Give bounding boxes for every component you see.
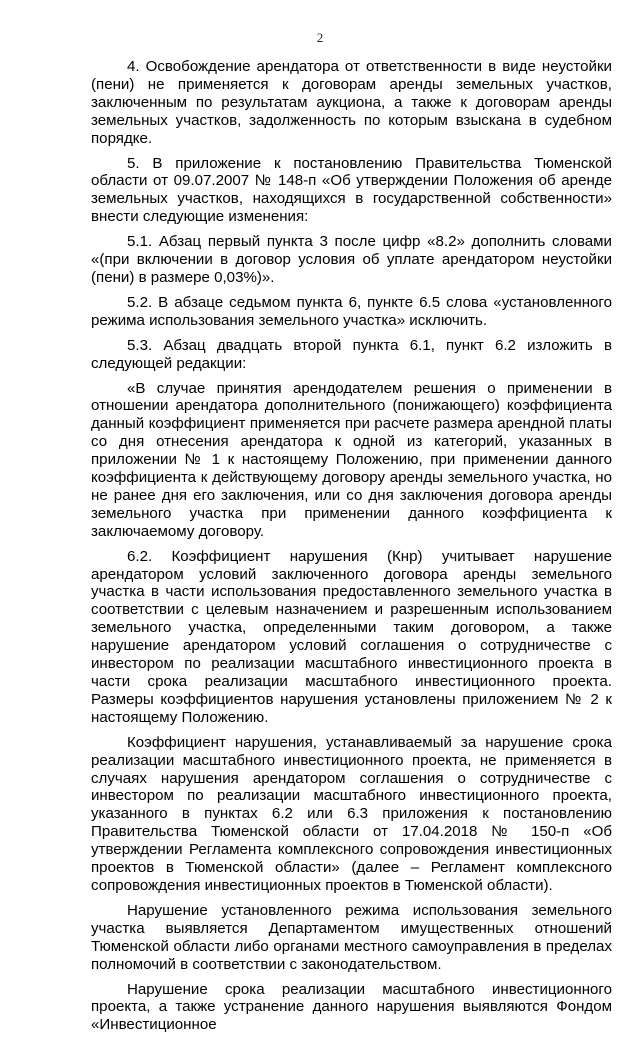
paragraph-violation-term: Нарушение срока реализации масштабного инвестиционного проекта, а также устранение данного нарушения выявляются Фондом «Инвестиционное	[91, 980, 612, 1034]
paragraph-6-2: 6.2. Коэффициент нарушения (Кнр) учитывает нарушение арендатором условий заключенного договора аренды земельного участка в части использования предоставленного земельного участка в соответствии с целевым назначением и разрешенным использованием земельного участка, определенными таким договором, а также нарушение арендатором условий соглашения о сотрудничестве с инвестором по реализации масштабного инвестиционного проекта в части срока реализации масштабного инвестиционного проекта. Размеры коэффициентов нарушения установлены приложением № 2 к настоящему Положению.	[91, 547, 612, 726]
paragraph-5-2: 5.2. В абзаце седьмом пункта 6, пункте 6.5 слова «установленного режима использования земельного участка» исключить.	[91, 293, 612, 329]
document-body	[91, 58, 612, 1041]
paragraph-4: 4. Освобождение арендатора от ответственности в виде неустойки (пени) не применяется к договорам аренды земельных участков, заключенным по результатам аукциона, а также к договорам аренды земельных участков, задолженность по которым взыскана в судебном порядке.	[91, 58, 612, 147]
paragraph-coefficient: Коэффициент нарушения, устанавливаемый за нарушение срока реализации масштабного инвестиционного проекта, не применяется в случаях нарушения арендатором соглашения о сотрудничестве с инвестором по реализации масштабного инвестиционного проекта, указанного в пунктах 6.2 или 6.3 приложения к постановлению Правительства Тюменской области от 17.04.2018 № 150-п «Об утверждении Регламента комплексного сопровождения инвестиционных проектов в Тюменской области» (далее – Регламент комплексного сопровождения инвестиционных проектов в Тюменской области).	[91, 733, 612, 894]
paragraph-quote-6-1: «В случае принятия арендодателем решения о применении в отношении арендатора дополнительного (понижающего) коэффициента данный коэффициент применяется при расчете размера арендной платы со дня отнесения арендатора к одной из категорий, указанных в приложении № 1 к настоящему Положению, при применении данного коэффициента к действующему договору аренды земельного участка, но не ранее дня его заключения, или со дня заключения договора аренды земельного участка при применении данного коэффициента к заключаемому договору.	[91, 379, 612, 540]
paragraph-5-1: 5.1. Абзац первый пункта 3 после цифр «8.2» дополнить словами «(при включении в договор условия об уплате арендатором неустойки (пени) в размере 0,03%)».	[91, 233, 612, 286]
paragraph-5-3: 5.3. Абзац двадцать второй пункта 6.1, пункт 6.2 изложить в следующей редакции:	[91, 336, 612, 372]
paragraph-5: 5. В приложение к постановлению Правительства Тюменской области от 09.07.2007 № 148-п «Об утверждении Положения об аренде земельных участков, находящихся в государственной собственности» внести следующие изменения:	[91, 154, 612, 226]
paragraph-violation-regime: Нарушение установленного режима использования земельного участка выявляется Департаментом имущественных отношений Тюменской области либо органами местного самоуправления в пределах полномочий в соответствии с законодательством.	[91, 901, 612, 973]
page-number: 2	[316, 30, 324, 45]
